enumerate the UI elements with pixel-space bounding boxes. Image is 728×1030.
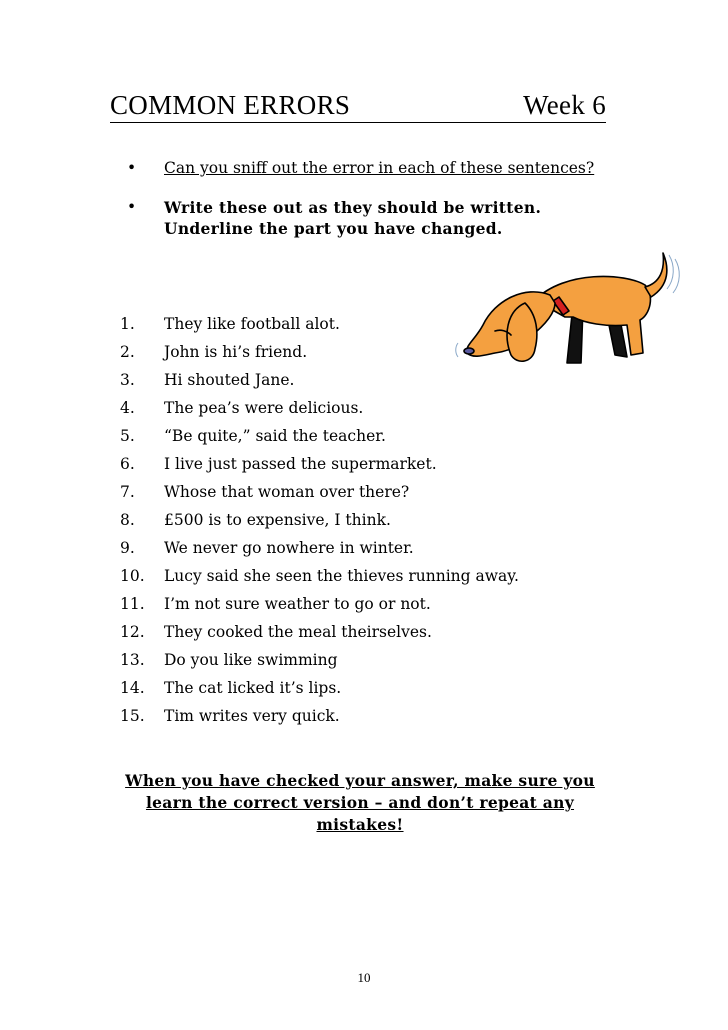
item-number: 6.: [120, 455, 135, 473]
list-item: [110, 338, 610, 366]
list-item: [110, 394, 610, 422]
list-item: [110, 366, 610, 394]
instruction-text: Write these out as they should be written. Underline the part you have changed.: [164, 198, 542, 238]
item-number: 15.: [120, 707, 145, 725]
list-item: [110, 310, 610, 338]
list-item: [110, 422, 610, 450]
item-number: 12.: [120, 623, 145, 641]
item-number: 5.: [120, 427, 135, 445]
item-text: We never go nowhere in winter.: [164, 539, 414, 557]
item-number: 13.: [120, 651, 145, 669]
list-item: [110, 646, 610, 674]
bullet-icon: •: [127, 198, 137, 216]
item-text: I live just passed the supermarket.: [164, 455, 437, 473]
item-number: 8.: [120, 511, 135, 529]
page-number: 10: [357, 970, 371, 985]
list-item: [110, 702, 610, 730]
list-item: [110, 506, 610, 534]
item-text: Tim writes very quick.: [164, 707, 340, 725]
item-number: 2.: [120, 343, 135, 361]
item-text: Hi shouted Jane.: [164, 371, 295, 389]
item-text: Whose that woman over there?: [164, 483, 410, 501]
item-text: “Be quite,” said the teacher.: [164, 427, 386, 445]
worksheet-title: COMMON ERRORS: [110, 90, 351, 120]
list-item: [110, 534, 610, 562]
sentence-list: [110, 310, 610, 730]
item-text: £500 is to expensive, I think.: [164, 511, 391, 529]
item-number: 11.: [120, 595, 145, 613]
item-number: 10.: [120, 567, 145, 585]
item-number: 7.: [120, 483, 135, 501]
week-label: Week 6: [523, 90, 606, 120]
item-number: 1.: [120, 315, 135, 333]
item-text: They cooked the meal theirselves.: [164, 623, 432, 641]
item-text: The cat licked it’s lips.: [164, 679, 342, 697]
instructions: [110, 158, 630, 257]
item-text: They like football alot.: [164, 315, 340, 333]
item-number: 4.: [120, 399, 135, 417]
instruction-item: [110, 197, 630, 239]
bullet-icon: •: [127, 159, 137, 177]
item-number: 14.: [120, 679, 145, 697]
item-text: I’m not sure weather to go or not.: [164, 595, 431, 613]
instruction-text: Can you sniff out the error in each of these sentences?: [164, 159, 595, 177]
closing-note: When you have checked your answer, make sure you learn the correct version – and don’t repeat any mistakes!: [125, 771, 595, 834]
item-text: Lucy said she seen the thieves running away.: [164, 567, 519, 585]
list-item: [110, 590, 610, 618]
list-item: [110, 674, 610, 702]
item-number: 3.: [120, 371, 135, 389]
list-item: [110, 618, 610, 646]
item-text: The pea’s were delicious.: [164, 399, 364, 417]
list-item: [110, 562, 610, 590]
item-text: Do you like swimming: [164, 651, 338, 669]
instruction-item: [110, 158, 630, 179]
list-item: [110, 478, 610, 506]
list-item: [110, 450, 610, 478]
item-number: 9.: [120, 539, 135, 557]
worksheet-header: [110, 90, 606, 123]
item-text: John is hi’s friend.: [164, 343, 308, 361]
